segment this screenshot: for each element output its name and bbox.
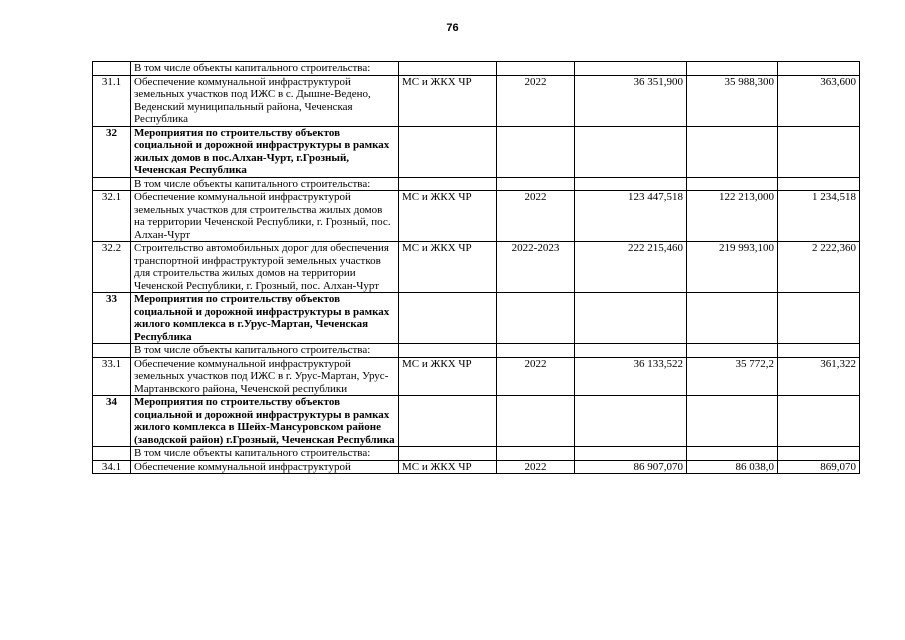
executor-cell — [399, 447, 497, 461]
executor-cell — [399, 396, 497, 447]
event-name-cell: Обеспечение коммунальной инфраструктурой — [131, 460, 399, 474]
event-name-cell: Обеспечение коммунальной инфраструктурой земельных участков для строительства жилых домов на территории Чеченской Республики, г. Грозный, пос. Алхан-Чурт — [131, 191, 399, 242]
years-cell: 2022 — [497, 191, 575, 242]
years-cell: 2022-2023 — [497, 242, 575, 293]
table-row — [93, 62, 860, 76]
row-number-cell: 33.1 — [93, 357, 131, 396]
years-cell — [497, 293, 575, 344]
federal-amount-cell — [687, 293, 778, 344]
regional-amount-cell — [778, 396, 860, 447]
regional-amount-cell: 869,070 — [778, 460, 860, 474]
total-amount-cell: 36 133,522 — [575, 357, 687, 396]
executor-cell — [399, 293, 497, 344]
years-cell — [497, 177, 575, 191]
federal-amount-cell — [687, 126, 778, 177]
regional-amount-cell — [778, 62, 860, 76]
row-number-cell: 34.1 — [93, 460, 131, 474]
table-row — [93, 344, 860, 358]
regional-amount-cell — [778, 447, 860, 461]
executor-cell — [399, 126, 497, 177]
program-table — [92, 61, 860, 474]
total-amount-cell — [575, 447, 687, 461]
row-number-cell: 34 — [93, 396, 131, 447]
executor-cell — [399, 344, 497, 358]
regional-amount-cell: 361,322 — [778, 357, 860, 396]
total-amount-cell: 36 351,900 — [575, 75, 687, 126]
regional-amount-cell: 2 222,360 — [778, 242, 860, 293]
total-amount-cell — [575, 62, 687, 76]
event-name-cell: В том числе объекты капитального строительства: — [131, 447, 399, 461]
executor-cell: МС и ЖКХ ЧР — [399, 460, 497, 474]
table-row — [93, 460, 860, 474]
years-cell — [497, 344, 575, 358]
regional-amount-cell — [778, 344, 860, 358]
regional-amount-cell: 363,600 — [778, 75, 860, 126]
federal-amount-cell — [687, 447, 778, 461]
table-row — [93, 177, 860, 191]
event-name-cell: Мероприятия по строительству объектов социальной и дорожной инфраструктуры в рамках жилого комплекса в г.Урус-Мартан, Чеченская Республика — [131, 293, 399, 344]
years-cell: 2022 — [497, 75, 575, 126]
federal-amount-cell: 35 772,2 — [687, 357, 778, 396]
federal-amount-cell: 35 988,300 — [687, 75, 778, 126]
years-cell — [497, 396, 575, 447]
years-cell — [497, 447, 575, 461]
row-number-cell: 33 — [93, 293, 131, 344]
row-number-cell — [93, 344, 131, 358]
event-name-cell: Обеспечение коммунальной инфраструктурой земельных участков под ИЖС в г. Урус-Мартан, Урус-Мартанвского района, Чеченской республики — [131, 357, 399, 396]
regional-amount-cell — [778, 126, 860, 177]
section-row — [93, 293, 860, 344]
years-cell: 2022 — [497, 460, 575, 474]
event-name-cell: Строительство автомобильных дорог для обеспечения транспортной инфраструктурой земельных участков для строительства жилых домов на территории Чеченской Республики, г. Грозный, пос. Алхан-Чурт — [131, 242, 399, 293]
total-amount-cell: 222 215,460 — [575, 242, 687, 293]
years-cell — [497, 62, 575, 76]
federal-amount-cell: 219 993,100 — [687, 242, 778, 293]
total-amount-cell — [575, 177, 687, 191]
regional-amount-cell — [778, 293, 860, 344]
federal-amount-cell: 122 213,000 — [687, 191, 778, 242]
executor-cell: МС и ЖКХ ЧР — [399, 357, 497, 396]
event-name-cell: Мероприятия по строительству объектов социальной и дорожной инфраструктуры в рамках жилых домов в пос.Алхан-Чурт, г.Грозный, Чеченская Республика — [131, 126, 399, 177]
event-name-cell: В том числе объекты капитального строительства: — [131, 344, 399, 358]
table-row — [93, 242, 860, 293]
row-number-cell: 32.1 — [93, 191, 131, 242]
event-name-cell: Мероприятия по строительству объектов социальной и дорожной инфраструктуры в рамках жилого комплекса в Шейх-Мансуровском районе (заводской район) г.Грозный, Чеченская Республика — [131, 396, 399, 447]
total-amount-cell — [575, 396, 687, 447]
total-amount-cell — [575, 126, 687, 177]
total-amount-cell — [575, 344, 687, 358]
regional-amount-cell: 1 234,518 — [778, 191, 860, 242]
row-number-cell: 32.2 — [93, 242, 131, 293]
total-amount-cell: 123 447,518 — [575, 191, 687, 242]
total-amount-cell: 86 907,070 — [575, 460, 687, 474]
row-number-cell: 32 — [93, 126, 131, 177]
table-body — [93, 62, 860, 474]
executor-cell: МС и ЖКХ ЧР — [399, 191, 497, 242]
table-row — [93, 75, 860, 126]
row-number-cell: 31.1 — [93, 75, 131, 126]
total-amount-cell — [575, 293, 687, 344]
table-row — [93, 357, 860, 396]
table-row — [93, 447, 860, 461]
executor-cell: МС и ЖКХ ЧР — [399, 75, 497, 126]
section-row — [93, 396, 860, 447]
executor-cell — [399, 62, 497, 76]
regional-amount-cell — [778, 177, 860, 191]
row-number-cell — [93, 447, 131, 461]
federal-amount-cell: 86 038,0 — [687, 460, 778, 474]
federal-amount-cell — [687, 62, 778, 76]
executor-cell — [399, 177, 497, 191]
years-cell: 2022 — [497, 357, 575, 396]
federal-amount-cell — [687, 344, 778, 358]
federal-amount-cell — [687, 396, 778, 447]
executor-cell: МС и ЖКХ ЧР — [399, 242, 497, 293]
event-name-cell: В том числе объекты капитального строительства: — [131, 62, 399, 76]
section-row — [93, 126, 860, 177]
row-number-cell — [93, 177, 131, 191]
years-cell — [497, 126, 575, 177]
federal-amount-cell — [687, 177, 778, 191]
page-number: 76 — [446, 22, 459, 34]
event-name-cell: Обеспечение коммунальной инфраструктурой земельных участков под ИЖС в с. Дышне-Ведено, Веденский муниципальный района, Чеченская Республика — [131, 75, 399, 126]
table-row — [93, 191, 860, 242]
event-name-cell: В том числе объекты капитального строительства: — [131, 177, 399, 191]
row-number-cell — [93, 62, 131, 76]
